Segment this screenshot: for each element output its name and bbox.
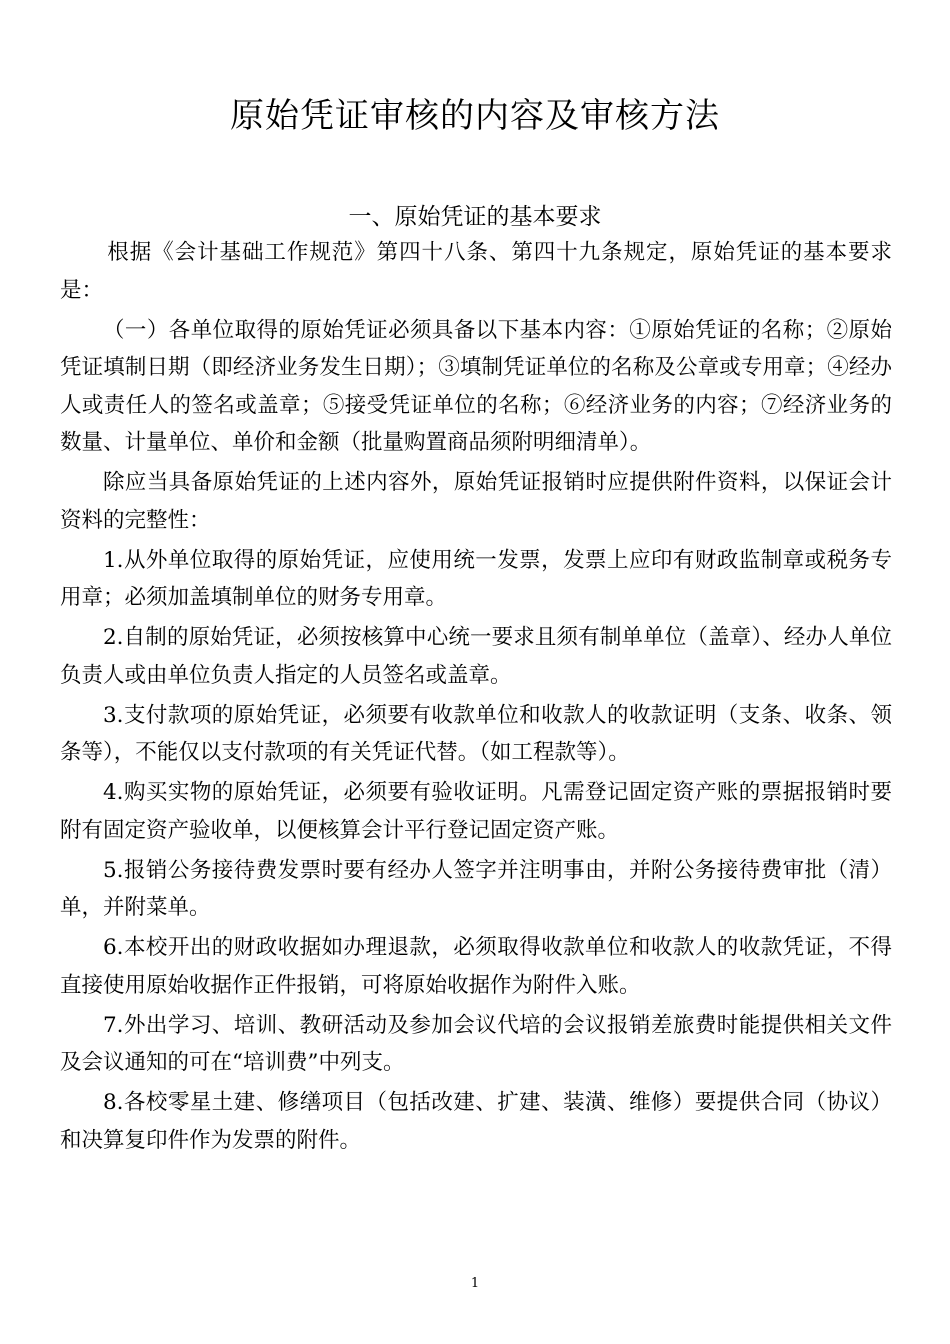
paragraph-intro: 根据《会计基础工作规范》第四十八条、第四十九条规定，原始凭证的基本要求是：	[60, 240, 892, 303]
paragraph-item-1: 1.从外单位取得的原始凭证，应使用统一发票，发票上应印有财政监制章或税务专用章；必须加盖填制单位的财务专用章。	[60, 547, 892, 610]
paragraph-item-2: 2.自制的原始凭证，必须按核算中心统一要求且须有制单单位（盖章）、经办人单位负责人或由单位负责人指定的人员签名或盖章。	[60, 625, 892, 688]
paragraph-item-5: 5.报销公务接待费发票时要有经办人签字并注明事由，并附公务接待费审批（清）单，并附菜单。	[60, 857, 892, 920]
document-title: 原始凭证审核的内容及审核方法	[230, 96, 720, 136]
paragraph-attachments: 除应当具备原始凭证的上述内容外，原始凭证报销时应提供附件资料，以保证会计资料的完整性：	[60, 470, 892, 533]
document-body	[60, 234, 892, 1162]
paragraph-item-4: 4.购买实物的原始凭证，必须要有验收证明。凡需登记固定资产账的票据报销时要附有固定资产验收单，以便核算会计平行登记固定资产账。	[60, 780, 892, 843]
page-number: 1	[470, 1276, 480, 1291]
paragraph-item-7: 7.外出学习、培训、教研活动及参加会议代培的会议报销差旅费时能提供相关文件及会议通知的可在“培训费”中列支。	[60, 1012, 892, 1075]
paragraph-item-8: 8.各校零星土建、修缮项目（包括改建、扩建、装潢、维修）要提供合同（协议）和决算复印件作为发票的附件。	[60, 1090, 892, 1153]
paragraph-basic-contents: （一）各单位取得的原始凭证必须具备以下基本内容：①原始凭证的名称；②原始凭证填制日期（即经济业务发生日期）；③填制凭证单位的名称及公章或专用章；④经办人或责任人的签名或盖章；⑤接受凭证单位的名称；⑥经济业务的内容；⑦经济业务的数量、计量单位、单价和金额（批量购置商品须附明细清单）。	[60, 317, 892, 455]
paragraph-item-3: 3.支付款项的原始凭证，必须要有收款单位和收款人的收款证明（支条、收条、领条等），不能仅以支付款项的有关凭证代替。（如工程款等）。	[60, 702, 892, 765]
section-heading: 一、原始凭证的基本要求	[348, 204, 602, 230]
paragraph-item-6: 6.本校开出的财政收据如办理退款，必须取得收款单位和收款人的收款凭证，不得直接使用原始收据作正件报销，可将原始收据作为附件入账。	[60, 935, 892, 998]
